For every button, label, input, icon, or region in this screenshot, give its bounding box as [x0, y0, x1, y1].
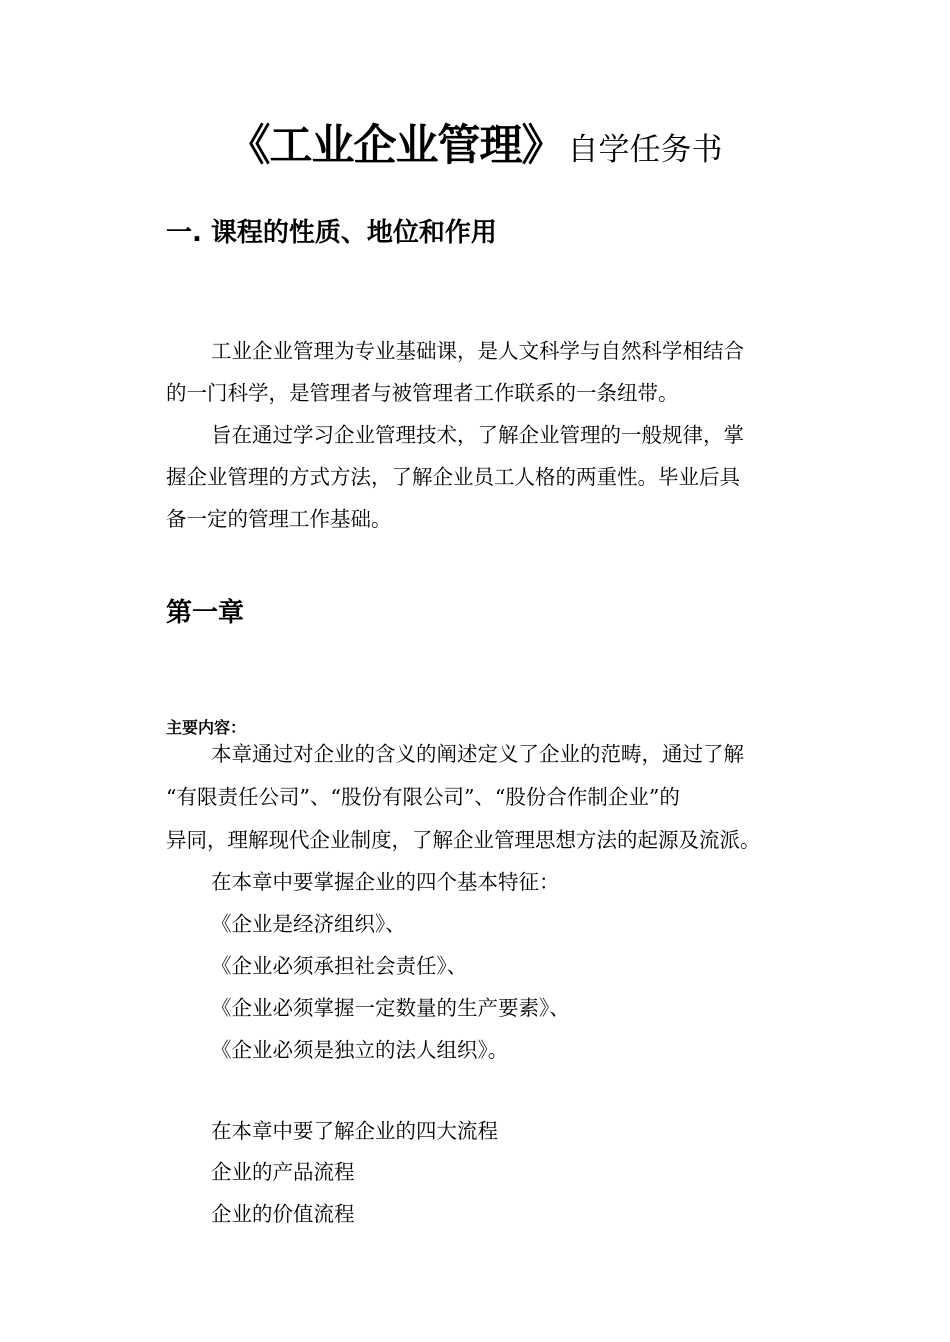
feature-item: 《企业必须是独立的法人组织》。 — [211, 1038, 509, 1062]
flows-intro: 在本章中要了解企业的四大流程 — [211, 1119, 498, 1143]
paragraph-line: 备一定的管理工作基础。 — [166, 507, 392, 531]
intro-line: 异同，理解现代企业制度，了解企业管理思想方法的起源及流派。 — [166, 828, 761, 852]
chapter-heading: 第一章 — [166, 598, 245, 628]
main-content-label: 主要内容： — [166, 718, 247, 737]
document-title — [0, 118, 950, 183]
section-heading-1: 一. 课程的性质、地位和作用 — [166, 218, 497, 248]
feature-item: 《企业是经济组织》、 — [211, 912, 406, 936]
flow-item: 企业的产品流程 — [211, 1160, 355, 1184]
title-main: 《工业企业管理》 — [227, 121, 564, 171]
intro-line: 本章通过对企业的含义的阐述定义了企业的范畴，通过了解 — [211, 742, 744, 766]
title-sub: 自学任务书 — [567, 132, 723, 168]
feature-item: 《企业必须承担社会责任》、 — [211, 954, 468, 978]
paragraph-line: 工业企业管理为专业基础课，是人文科学与自然科学相结合 — [211, 339, 744, 363]
flow-item: 企业的价值流程 — [211, 1202, 355, 1226]
features-intro: 在本章中要掌握企业的四个基本特征： — [211, 870, 560, 894]
feature-item: 《企业必须掌握一定数量的生产要素》、 — [211, 996, 570, 1020]
paragraph-line: 旨在通过学习企业管理技术，了解企业管理的一般规律，掌 — [211, 423, 744, 447]
intro-line: “有限责任公司”、“股份有限公司”、“股份合作制企业”的 — [166, 785, 680, 809]
paragraph-line: 握企业管理的方式方法，了解企业员工人格的两重性。毕业后具 — [166, 465, 740, 489]
paragraph-line: 的一门科学，是管理者与被管理者工作联系的一条纽带。 — [166, 381, 679, 405]
